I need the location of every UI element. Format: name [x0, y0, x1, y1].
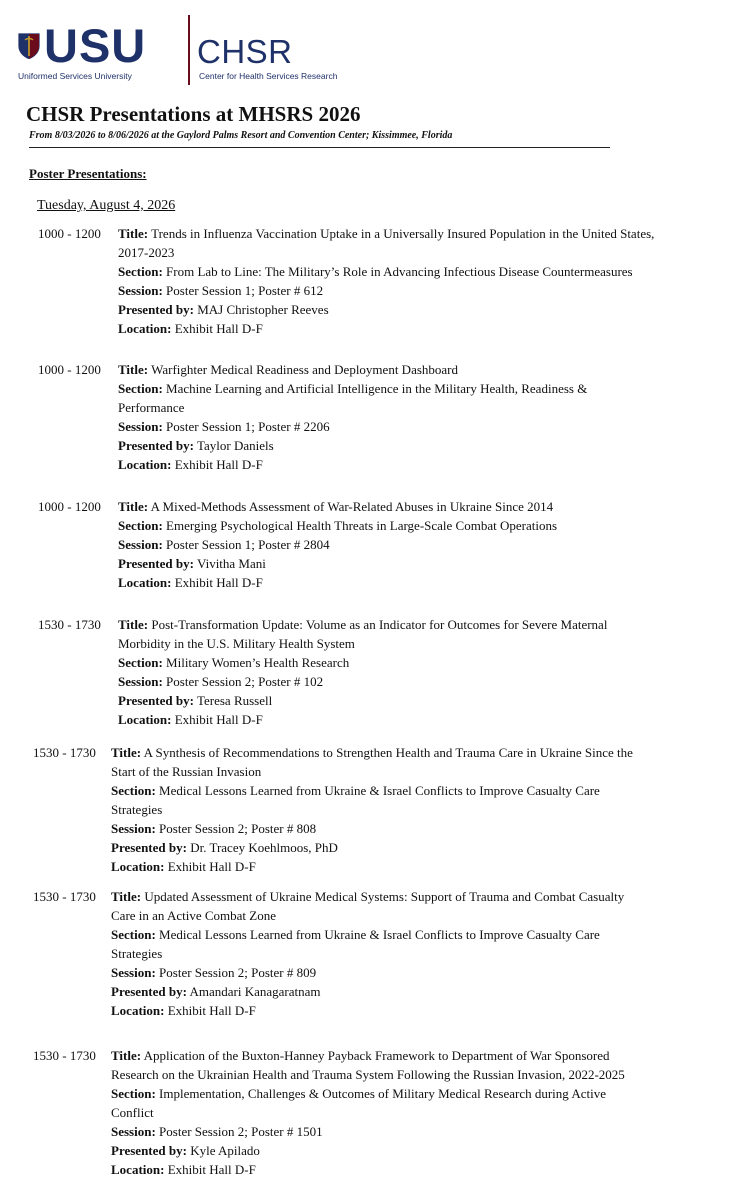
entry-time: 1530 - 1730 [33, 1048, 96, 1063]
entry-section-line: Military Women’s Health Research [166, 655, 350, 670]
location-label: Location: [118, 575, 172, 590]
session-label: Session: [118, 674, 163, 689]
presented-by-label: Presented by: [118, 438, 194, 453]
entry-time: 1000 - 1200 [38, 362, 101, 377]
date-heading: Tuesday, August 4, 2026 [37, 198, 176, 213]
session-label: Session: [118, 283, 163, 298]
entry-location: Exhibit Hall D-F [174, 712, 263, 727]
entry-location: Exhibit Hall D-F [174, 321, 263, 336]
entry-details [118, 360, 737, 474]
entry-section-line: Performance [118, 400, 185, 415]
entry-location: Exhibit Hall D-F [167, 859, 256, 874]
entry-time: 1000 - 1200 [38, 226, 101, 241]
entry-details [118, 497, 737, 592]
entry-title-line: Trends in Influenza Vaccination Uptake in a Universally Insured Population in the United States, [151, 226, 655, 241]
entry-location: Exhibit Hall D-F [174, 575, 263, 590]
title-label: Title: [118, 362, 149, 377]
presented-by-label: Presented by: [111, 1143, 187, 1158]
location-label: Location: [111, 1162, 165, 1177]
presented-by-label: Presented by: [118, 556, 194, 571]
entry-title-line: Research on the Ukrainian Health and Trauma System Following the Russian Invasion, 2022-2025 [111, 1067, 625, 1082]
session-label: Session: [111, 1124, 156, 1139]
session-label: Session: [118, 537, 163, 552]
title-label: Title: [118, 499, 149, 514]
entry-presenter: Kyle Apilado [190, 1143, 260, 1158]
usu-logo-subtitle: Uniformed Services University [18, 71, 132, 81]
entry-section-line: From Lab to Line: The Military’s Role in Advancing Infectious Disease Countermeasures [166, 264, 633, 279]
entry-details [111, 887, 733, 1020]
title-label: Title: [118, 617, 149, 632]
section-label: Section: [118, 264, 163, 279]
location-label: Location: [111, 1003, 165, 1018]
chsr-logo-subtitle: Center for Health Services Research [199, 71, 338, 81]
usu-logo-text: USU [44, 19, 147, 72]
entry-title-line: Post-Transformation Update: Volume as an Indicator for Outcomes for Severe Maternal [151, 617, 608, 632]
entry-presenter: Teresa Russell [196, 693, 273, 708]
entry-title-line: Warfighter Medical Readiness and Deployment Dashboard [151, 362, 458, 377]
entry-details [118, 615, 737, 729]
title-rule [29, 147, 610, 148]
entry-time: 1530 - 1730 [33, 745, 96, 760]
entry-session: Poster Session 2; Poster # 102 [166, 674, 324, 689]
entry-title-line: A Mixed-Methods Assessment of War-Related Abuses in Ukraine Since 2014 [150, 499, 554, 514]
entry-details [111, 743, 733, 876]
entry-section-line: Strategies [111, 946, 163, 961]
entry-presenter: Vivitha Mani [196, 556, 266, 571]
location-label: Location: [111, 859, 165, 874]
entry-location: Exhibit Hall D-F [167, 1162, 256, 1177]
location-label: Location: [118, 321, 172, 336]
section-label: Section: [111, 783, 156, 798]
section-label: Section: [118, 518, 163, 533]
section-label: Section: [118, 655, 163, 670]
entry-section-line: Machine Learning and Artificial Intelligence in the Military Health, Readiness & [166, 381, 588, 396]
entry-location: Exhibit Hall D-F [174, 457, 263, 472]
session-label: Session: [111, 821, 156, 836]
section-heading: Poster Presentations: [29, 166, 147, 181]
chsr-logo-text: CHSR [197, 33, 293, 70]
entry-title-line: Morbidity in the U.S. Military Health System [118, 636, 355, 651]
title-label: Title: [111, 745, 142, 760]
document-title: CHSR Presentations at MHSRS 2026 [26, 102, 361, 126]
location-label: Location: [118, 712, 172, 727]
entry-section-line: Medical Lessons Learned from Ukraine & Israel Conflicts to Improve Casualty Care [159, 927, 600, 942]
entry-title-line: A Synthesis of Recommendations to Strengthen Health and Trauma Care in Ukraine Since the [143, 745, 633, 760]
entry-section-line: Strategies [111, 802, 163, 817]
entry-title-line: Start of the Russian Invasion [111, 764, 262, 779]
entry-session: Poster Session 2; Poster # 809 [159, 965, 317, 980]
entry-details [118, 224, 737, 338]
title-label: Title: [118, 226, 149, 241]
location-label: Location: [118, 457, 172, 472]
presented-by-label: Presented by: [118, 693, 194, 708]
logo-divider [188, 15, 190, 85]
entry-section-line: Emerging Psychological Health Threats in Large-Scale Combat Operations [166, 518, 558, 533]
entry-session: Poster Session 1; Poster # 612 [166, 283, 324, 298]
document-subtitle: From 8/03/2026 to 8/06/2026 at the Gaylord Palms Resort and Convention Center; Kissimmee, Florida [29, 130, 453, 141]
entry-session: Poster Session 1; Poster # 2206 [166, 419, 330, 434]
session-label: Session: [118, 419, 163, 434]
entry-title-line: Updated Assessment of Ukraine Medical Systems: Support of Trauma and Combat Casualty [144, 889, 625, 904]
entry-title-line: Care in an Active Combat Zone [111, 908, 276, 923]
entry-session: Poster Session 2; Poster # 1501 [159, 1124, 323, 1139]
session-label: Session: [111, 965, 156, 980]
entry-time: 1530 - 1730 [38, 617, 101, 632]
presented-by-label: Presented by: [111, 840, 187, 855]
entry-presenter: MAJ Christopher Reeves [197, 302, 329, 317]
section-label: Section: [111, 927, 156, 942]
entry-time: 1000 - 1200 [38, 499, 101, 514]
entry-presenter: Dr. Tracey Koehlmoos, PhD [190, 840, 338, 855]
usu-shield-icon [18, 33, 40, 59]
entry-time: 1530 - 1730 [33, 889, 96, 904]
presented-by-label: Presented by: [111, 984, 187, 999]
entry-details [111, 1046, 733, 1179]
entry-location: Exhibit Hall D-F [167, 1003, 256, 1018]
entry-presenter: Taylor Daniels [196, 438, 274, 453]
entry-title-line: Application of the Buxton-Hanney Payback Framework to Department of War Sponsored [143, 1048, 610, 1063]
entry-section-line: Medical Lessons Learned from Ukraine & Israel Conflicts to Improve Casualty Care [159, 783, 600, 798]
entry-session: Poster Session 1; Poster # 2804 [166, 537, 330, 552]
entry-title-line: 2017-2023 [118, 245, 175, 260]
title-label: Title: [111, 889, 142, 904]
entry-presenter: Amandari Kanagaratnam [189, 984, 321, 999]
entry-section-line: Conflict [111, 1105, 154, 1120]
section-label: Section: [111, 1086, 156, 1101]
title-label: Title: [111, 1048, 142, 1063]
section-label: Section: [118, 381, 163, 396]
entry-section-line: Implementation, Challenges & Outcomes of Military Medical Research during Active [159, 1086, 606, 1101]
presented-by-label: Presented by: [118, 302, 194, 317]
entry-session: Poster Session 2; Poster # 808 [159, 821, 317, 836]
